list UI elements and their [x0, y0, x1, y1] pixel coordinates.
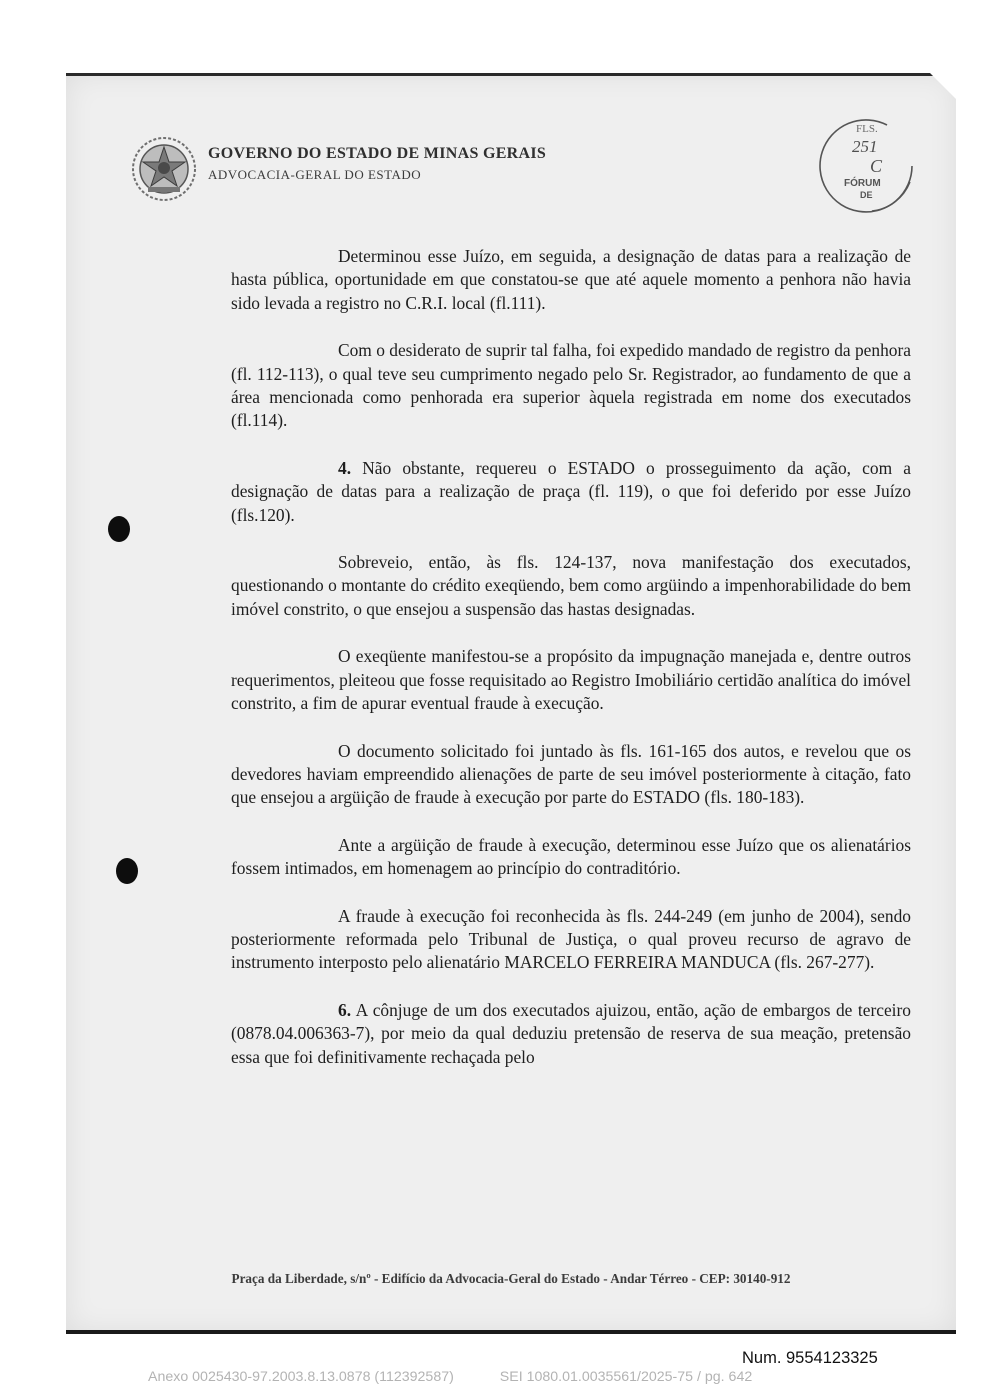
- annex-left: Anexo 0025430-97.2003.8.13.0878 (112392587): [148, 1369, 454, 1385]
- stamp-folio-number: 251: [852, 137, 878, 156]
- page-corner-fold: [930, 73, 956, 99]
- document-body: [231, 245, 911, 1093]
- folio-stamp-icon: [812, 112, 920, 220]
- state-coat-of-arms-icon: [130, 135, 198, 203]
- punch-hole-icon: [108, 516, 130, 542]
- paragraph-1: Determinou esse Juízo, em seguida, a designação de datas para a realização de hasta pública, oportunidade em que constatou-se que até aquele momento a penhora não havia sido levada a registro no C.R.I. local (fl.111).: [231, 246, 911, 313]
- paragraph-3: 4. Não obstante, requereu o ESTADO o prosseguimento da ação, com a designação de datas para a realização de praça (fl. 119), o que foi deferido por esse Juízo (fls.120).: [231, 457, 911, 525]
- stamp-fls-label: FLS.: [856, 123, 878, 135]
- paragraph-4: Sobreveio, então, às fls. 124-137, nova manifestação dos executados, questionando o montante do crédito exeqüendo, bem como argüindo a impenhorabilidade do bem imóvel constrito, o que ensejou a suspensão das hastas designadas.: [231, 552, 911, 619]
- scan-edge-bottom: [66, 1330, 956, 1334]
- paragraph-7: Ante a argüição de fraude à execução, determinou esse Juízo que os alienatários fossem intimados, em homenagem ao princípio do contraditório.: [231, 834, 911, 879]
- address-footer: Praça da Liberdade, s/nº - Edifício da Advocacia-Geral do Estado - Andar Térreo - CEP: 30140-912: [231, 1271, 791, 1286]
- letterhead-subtitle: ADVOCACIA-GERAL DO ESTADO: [208, 167, 422, 182]
- paragraph-8: A fraude à execução foi reconhecida às fls. 244-249 (em junho de 2004), sendo posteriormente reformada pelo Tribunal de Justiça, o qual proveu recurso de agravo de instrumento interposto pelo alienatário MARCELO FERREIRA MANDUCA (fls. 267-277).: [231, 905, 911, 973]
- paragraph-5: O exeqüente manifestou-se a propósito da impugnação manejada e, dentre outros requerimentos, pleiteou que fosse requisitado ao Registro Imobiliário certidão analítica do imóvel constrito, a fim de apurar eventual fraude à execução.: [231, 646, 911, 714]
- punch-hole-icon: [116, 858, 138, 884]
- paragraph-9: 6. A cônjuge de um dos executados ajuizou, então, ação de embargos de terceiro (0878.04.006363-7), por meio da qual deduziu pretensão de reserva de sua meação, pretensão essa que foi definitivamente rechaçada pelo: [231, 999, 911, 1067]
- stamp-ring-text-1: FÓRUM: [844, 178, 881, 189]
- folio-stamp: [812, 112, 920, 220]
- paragraph-2: Com o desiderato de suprir tal falha, foi expedido mandado de registro da penhora (fl. 112-113), o qual teve seu cumprimento negado pelo Sr. Registrador, ao fundamento de que a área mencionada como penhorada era superior àquela registrada em nome dos executados (fl.114).: [231, 340, 911, 431]
- annex-reference: [148, 1369, 794, 1385]
- scan-edge-top: [66, 73, 956, 76]
- letterhead: [130, 135, 650, 205]
- document-number: Num. 9554123325: [742, 1349, 878, 1367]
- letterhead-title: GOVERNO DO ESTADO DE MINAS GERAIS: [208, 145, 547, 162]
- stamp-ring-text-2: DE: [860, 190, 873, 200]
- stamp-handwritten-mark: C: [870, 156, 883, 176]
- annex-right: SEI 1080.01.0035561/2025-75 / pg. 642: [499, 1369, 753, 1385]
- paragraph-6: O documento solicitado foi juntado às fls. 161-165 dos autos, e revelou que os devedores haviam empreendido alienações de parte de seu imóvel posteriormente à citação, fato que ensejou a argüição de fraude à execução por parte do ESTADO (fls. 180-183).: [231, 740, 911, 808]
